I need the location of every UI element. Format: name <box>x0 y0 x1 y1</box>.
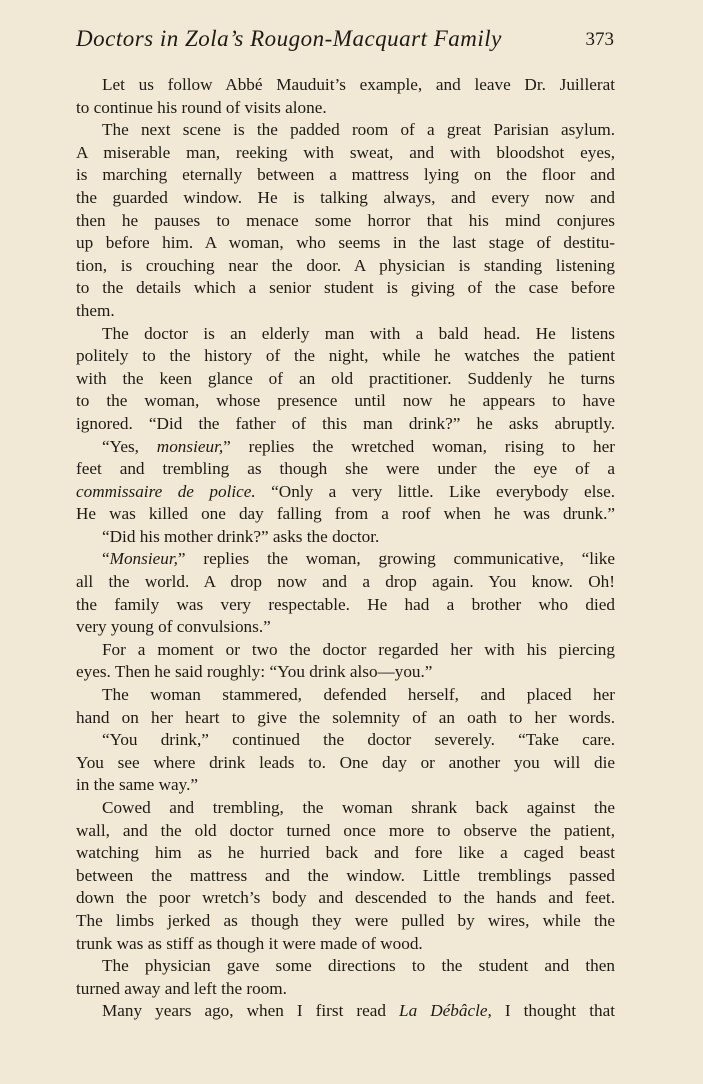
text-line: then he pauses to menace some horror that his mind conjures <box>76 210 615 230</box>
text-line: “You drink,” continued the doctor severely. “Take care. <box>102 730 615 750</box>
text-line: very young of convulsions.” <box>76 617 271 637</box>
text-line: hand on her heart to give the solemnity of an oath to her words. <box>76 707 615 727</box>
text-line: eyes. Then he said roughly: “You drink also—you.” <box>76 662 433 682</box>
text-line: wall, and the old doctor turned once more to observe the patient, <box>76 820 615 840</box>
text-line: “Did his mother drink?” asks the doctor. <box>102 526 380 546</box>
text-line: between the mattress and the window. Little tremblings passed <box>76 865 615 885</box>
text-line: The physician gave some directions to the student and then <box>102 956 615 976</box>
text-line: is marching eternally between a mattress lying on the floor and <box>76 165 615 185</box>
text-run: ” replies the wretched woman, rising to her <box>223 436 615 456</box>
text-line: down the poor wretch’s body and descended to the hands and feet. <box>76 888 615 908</box>
text-line: The next scene is the padded room of a great Parisian asylum. <box>102 120 615 140</box>
text-line: in the same way.” <box>76 775 199 795</box>
text-line: turned away and left the room. <box>76 978 287 998</box>
text-line: For a moment or two the doctor regarded her with his piercing <box>102 639 615 659</box>
text-line: to the details which a senior student is giving of the case before <box>76 278 615 298</box>
text-run: “ <box>102 549 110 569</box>
text-line: with the keen glance of an old practitioner. Suddenly he turns <box>76 368 615 388</box>
text-line <box>76 548 615 571</box>
text-line: Cowed and trembling, the woman shrank back against the <box>102 798 615 817</box>
text-run: “Only a very little. Like everybody else. <box>255 481 615 501</box>
italic-text: commissaire de police. <box>76 481 256 501</box>
text-line <box>76 481 615 504</box>
text-line: You see where drink leads to. One day or another you will die <box>76 752 615 772</box>
italic-text: La Débâcle, <box>399 1001 492 1021</box>
text-line <box>76 1000 615 1023</box>
text-line: The woman stammered, defended herself, and placed her <box>102 685 615 705</box>
text-run: Many years ago, when I first read <box>102 1001 400 1021</box>
text-line: to continue his round of visits alone. <box>76 97 327 117</box>
text-line: A miserable man, reeking with sweat, and with bloodshot eyes, <box>76 142 615 162</box>
text-run: “Yes, <box>102 436 157 456</box>
text-line: politely to the history of the night, while he watches the patient <box>76 346 615 366</box>
text-line: up before him. A woman, who seems in the last stage of destitu- <box>76 233 615 253</box>
running-title: Doctors in Zola’s Rougon-Macquart Family <box>76 26 502 51</box>
text-line: feet and trembling as though she were under the eye of a <box>76 459 615 479</box>
text-line: The limbs jerked as though they were pulled by wires, while the <box>76 910 615 930</box>
body-text <box>76 74 615 1023</box>
text-line: The doctor is an elderly man with a bald head. He listens <box>102 323 615 343</box>
text-line: all the world. A drop now and a drop again. You know. Oh! <box>76 572 615 592</box>
text-line <box>76 436 615 459</box>
text-line: the guarded window. He is talking always, and every now and <box>76 187 615 207</box>
text-line: trunk was as stiff as though it were made of wood. <box>76 933 423 953</box>
text-line: to the woman, whose presence until now he appears to have <box>76 391 615 411</box>
running-head <box>76 26 616 56</box>
text-line: watching him as he hurried back and fore like a caged beast <box>76 843 615 863</box>
text-line: Let us follow Abbé Mauduit’s example, and leave Dr. Juillerat <box>102 75 615 94</box>
italic-text: monsieur, <box>156 436 224 456</box>
text-run: I thought that <box>491 1001 615 1021</box>
text-line: He was killed one day falling from a roof when he was drunk.” <box>76 504 615 524</box>
text-line: the family was very respectable. He had a brother who died <box>76 594 615 614</box>
page-number: 373 <box>585 29 614 50</box>
text-line: them. <box>76 300 115 320</box>
italic-text: Monsieur, <box>109 549 178 569</box>
text-line: tion, is crouching near the door. A physician is standing listening <box>76 255 615 275</box>
text-line: ignored. “Did the father of this man drink?” he asks abruptly. <box>76 413 615 433</box>
text-run: ” replies the woman, growing communicative, “like <box>177 549 615 569</box>
